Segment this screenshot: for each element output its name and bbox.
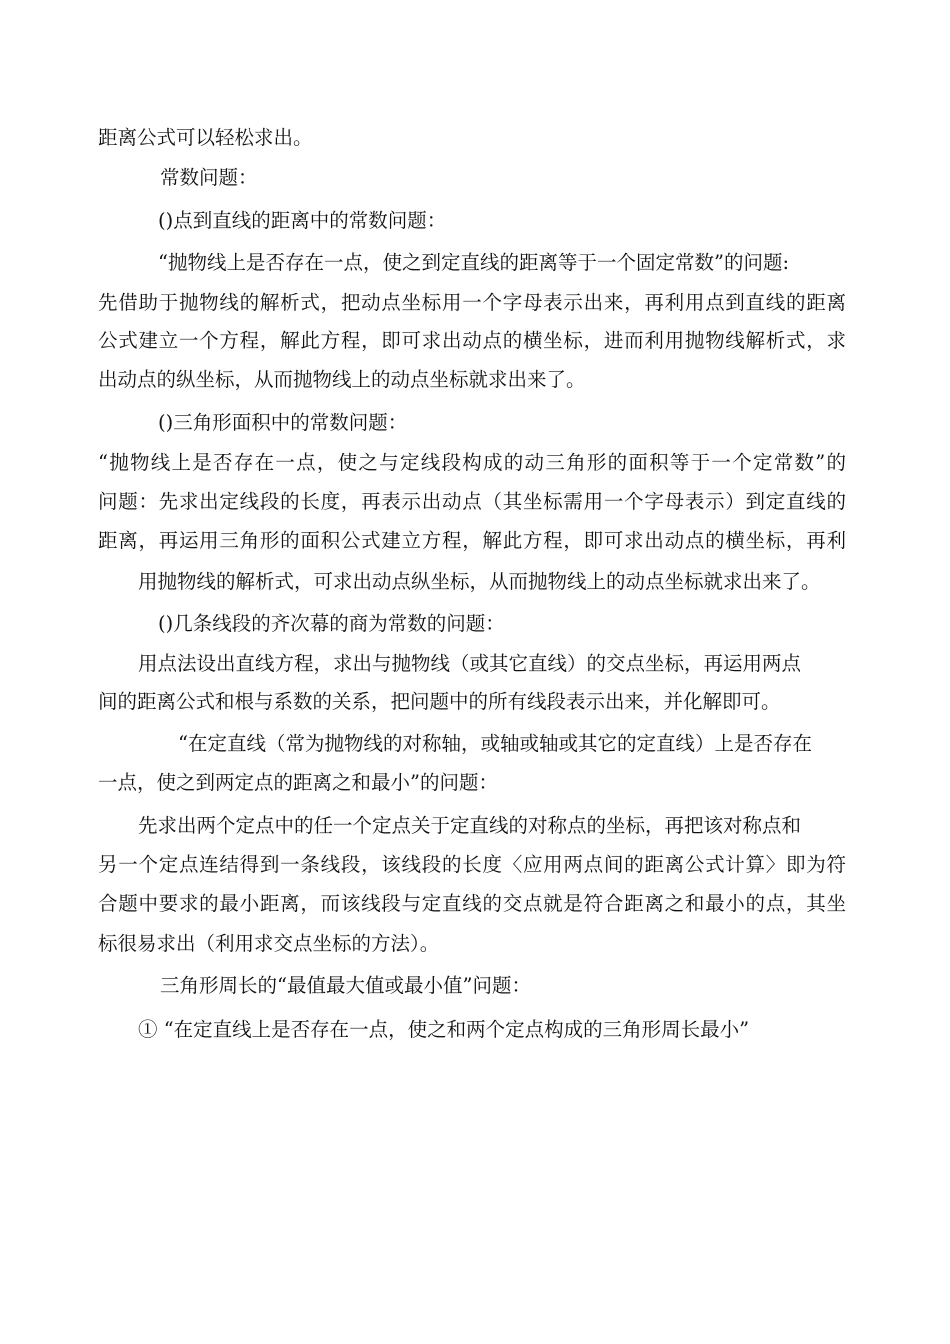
- text-line-18: 先求出两个定点中的任一个定点关于定直线的对称点的坐标，再把该对称点和: [138, 814, 802, 837]
- text-line-14: 用点法设出直线方程，求出与抛物线（或其它直线）的交点坐标，再运用两点: [138, 652, 802, 675]
- text-line-9: “抛物线上是否存在一点，使之与定线段构成的动三角形的面积等于一个定常数”的: [98, 451, 846, 474]
- text-line-20: 合题中要求的最小距离，而该线段与定直线的交点就是符合距离之和最小的点，其坐: [98, 892, 846, 915]
- text-line-19: 另一个定点连结得到一条线段，该线段的长度〈应用两点间的距离公式计算〉即为符: [98, 853, 846, 876]
- text-line-16: “在定直线（常为抛物线的对称轴，或轴或轴或其它的定直线）上是否存在: [178, 732, 812, 755]
- subheading-segment-ratio: ()几条线段的齐次幕的商为常数的问题：: [158, 612, 505, 635]
- numbered-item-1: ① “在定直线上是否存在一点，使之和两个定点构成的三角形周长最小”: [138, 1018, 750, 1041]
- text-line-17: 一点，使之到两定点的距离之和最小”的问题：: [98, 771, 498, 794]
- text-line-11: 距离，再运用三角形的面积公式建立方程，解此方程，即可求出动点的横坐标，再利: [98, 529, 846, 552]
- text-line-21: 标很易求出（利用求交点坐标的方法）。: [98, 932, 440, 955]
- text-line-12: 用抛物线的解析式，可求出动点纵坐标，从而抛物线上的动点坐标就求出来了。: [138, 570, 821, 593]
- subheading-point-line-distance: ()点到直线的距离中的常数问题：: [158, 209, 447, 232]
- text-line-4: “抛物线上是否存在一点，使之到定直线的距离等于一个固定常数”的问题:: [158, 251, 790, 274]
- subheading-triangle-area: ()三角形面积中的常数问题：: [158, 411, 408, 434]
- text-line-10: 问题：先求出定线段的长度，再表示出动点（其坐标需用一个字母表示）到定直线的: [98, 490, 846, 513]
- text-line-1: 距离公式可以轻松求出。: [98, 126, 313, 149]
- text-line-7: 出动点的纵坐标，从而抛物线上的动点坐标就求出来了。: [98, 368, 586, 391]
- heading-triangle-perimeter: 三角形周长的“最值最大值或最小值”问题：: [160, 974, 531, 997]
- text-line-5: 先借助于抛物线的解析式，把动点坐标用一个字母表示出来，再利用点到直线的距离: [98, 291, 846, 314]
- text-line-6: 公式建立一个方程，解此方程，即可求出动点的横坐标，进而利用抛物线解析式，求: [98, 329, 846, 352]
- text-line-15: 间的距离公式和根与系数的关系，把问题中的所有线段表示出来，并化解即可。: [98, 690, 781, 713]
- heading-constant-problems: 常数问题：: [160, 166, 258, 189]
